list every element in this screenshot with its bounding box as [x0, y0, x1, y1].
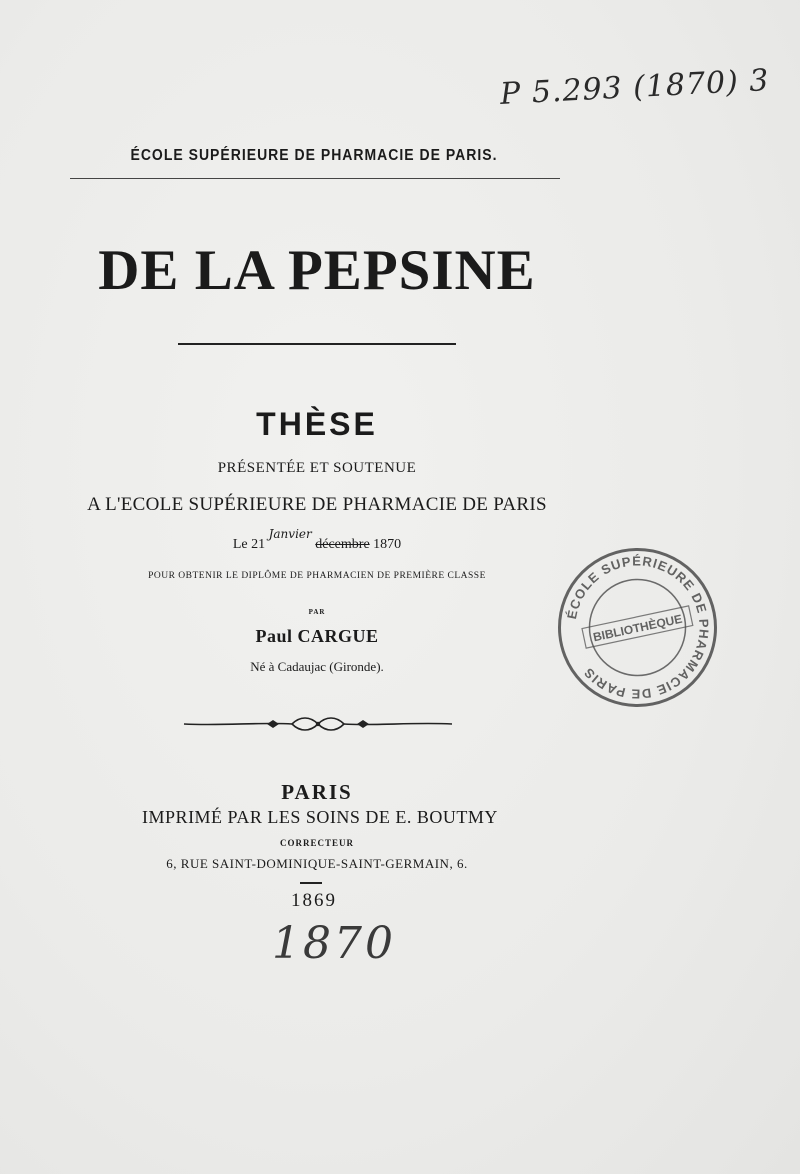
stamp-seal-icon	[555, 545, 720, 710]
year-rule	[300, 882, 322, 884]
presented-line: PRÉSENTÉE ET SOUTENUE	[217, 460, 417, 476]
print-year: 1869	[291, 890, 337, 911]
stamp-ring-text: ÉCOLE SUPÉRIEURE DE PHARMACIE DE PARIS	[564, 553, 712, 702]
par-label: PAR	[308, 608, 326, 616]
ornament-divider-icon	[182, 713, 454, 735]
school-header: ÉCOLE SUPÉRIEURE DE PHARMACIE DE PARIS.	[130, 144, 498, 164]
date-year: 1870	[373, 537, 402, 552]
stamp-center-text: BIBLIOTHÈQUE	[591, 611, 684, 645]
defense-date	[0, 527, 634, 553]
these-heading: THÈSE	[256, 406, 378, 442]
print-city: PARIS	[281, 780, 353, 804]
school-line: A L'ECOLE SUPÉRIEURE DE PHARMACIE DE PARIS	[87, 494, 547, 515]
library-stamp	[555, 545, 720, 710]
printer-line: IMPRIMÉ PAR LES SOINS DE E. BOUTMY	[142, 807, 498, 827]
thesis-title: DE LA PEPSINE	[98, 239, 536, 302]
handwritten-year: 1870	[272, 918, 396, 969]
author-name: Paul CARGUE	[255, 626, 379, 646]
shelfmark-annotation: P 5.293 (1870) 3	[499, 62, 771, 113]
diploma-line: POUR OBTENIR LE DIPLÔME DE PHARMACIEN DE PREMIÈRE CLASSE	[148, 571, 486, 581]
title-rule	[178, 343, 456, 345]
printed-month: décembre	[315, 537, 370, 552]
handwritten-month: Janvier	[268, 527, 312, 541]
correcteur-label: CORRECTEUR	[279, 838, 354, 848]
header-rule	[70, 178, 560, 179]
author-birthplace: Né à Cadaujac (Gironde).	[250, 659, 384, 674]
printer-address: 6, RUE SAINT-DOMINIQUE-SAINT-GERMAIN, 6.	[166, 856, 468, 871]
date-prefix: Le 21	[232, 537, 266, 552]
